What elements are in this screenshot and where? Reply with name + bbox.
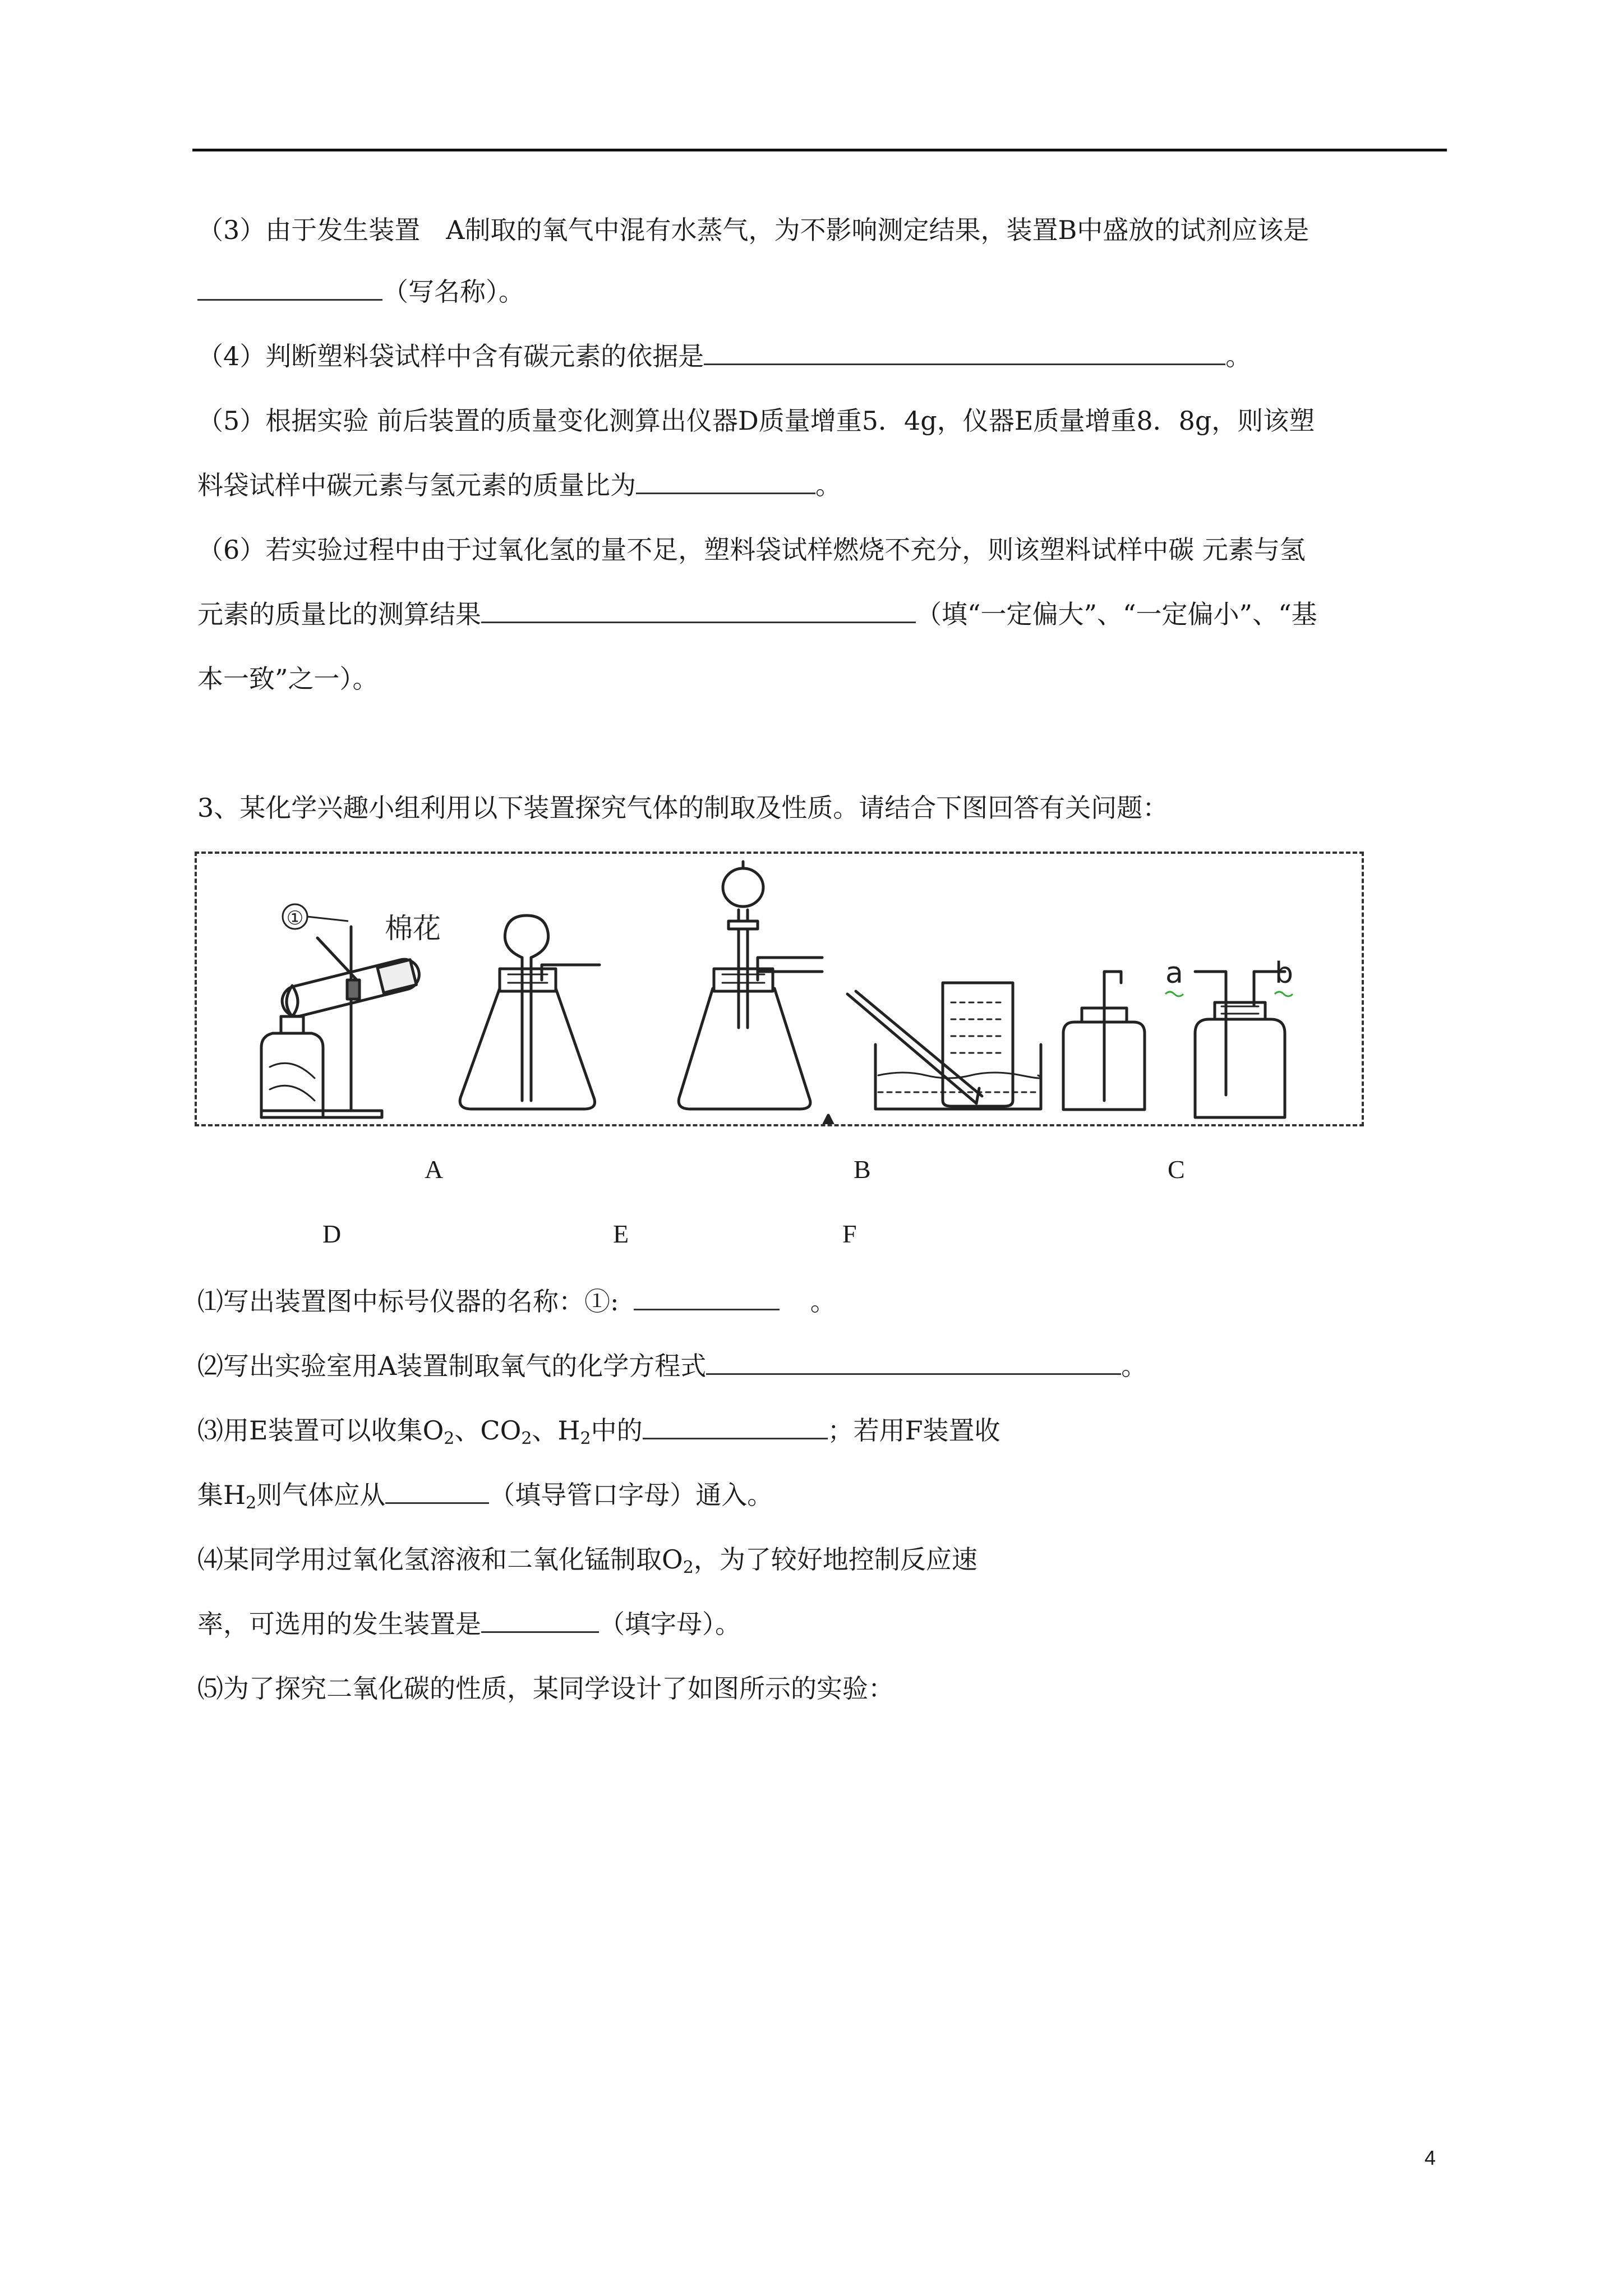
q3-intro: [197, 791, 1168, 825]
q3-sub4-text-b: ，为了较好地控制反应速: [693, 1544, 978, 1575]
q3-sub4-text-d: （填字母）。: [599, 1609, 741, 1639]
sub-2-c: 2: [580, 1429, 591, 1448]
q3-sub4-text-c: 率，可选用的发生装置是: [197, 1609, 481, 1639]
q3-sub3-blank-1[interactable]: [643, 1415, 828, 1439]
device-label-d: D: [322, 1220, 342, 1248]
sub-2-b: 2: [521, 1429, 532, 1448]
q2-part6-line3: [197, 662, 379, 696]
q2-part6-line1: [197, 533, 1306, 567]
q3-sub1-blank[interactable]: [634, 1286, 780, 1310]
q3-sub3-text-b: 、CO: [454, 1415, 522, 1446]
apparatus-figure: [195, 852, 1364, 1126]
device-a-drawing: [261, 927, 422, 1117]
header-rule: [192, 149, 1447, 151]
q3-sub3-text-e: ；若用F装置收: [827, 1415, 1000, 1446]
label-tube-b: b: [1275, 956, 1294, 990]
q2-part6-text-2: 元素的质量比的测算结果: [197, 599, 481, 629]
q2-part6-text-3: 本一致”之一）。: [197, 664, 379, 694]
device-f-drawing: [1195, 972, 1285, 1117]
device-label-b: B: [854, 1155, 871, 1184]
device-label-f: F: [842, 1220, 857, 1248]
q3-sub4-line1: [197, 1543, 978, 1585]
q2-part5-blank[interactable]: [636, 470, 815, 494]
apparatus-drawing: [197, 854, 1362, 1124]
q3-sub3-text-d: 中的: [591, 1415, 643, 1446]
sub-2-d: 2: [246, 1493, 257, 1513]
q3-sub2-blank[interactable]: [706, 1351, 1121, 1375]
q2-part5-text-2: 料袋试样中碳元素与氢元素的质量比为: [197, 470, 636, 500]
q3-sub4-text-a: ⑷某同学用过氧化氢溶液和二氧化锰制取O: [197, 1544, 683, 1575]
q2-part5-line2: [197, 468, 841, 502]
q2-part4-text: （4）判断塑料袋试样中含有碳元素的依据是: [197, 341, 704, 371]
device-label-a: A: [425, 1155, 444, 1184]
q3-intro-text: 3、某化学兴趣小组利用以下装置探究气体的制取及性质。请结合下图回答有关问题：: [197, 793, 1169, 823]
device-label-e: E: [613, 1220, 629, 1248]
q2-part6-text: （6）若实验过程中由于过氧化氢的量不足，塑料袋试样燃烧不充分，则该塑料试样中碳 元素与氢: [197, 535, 1306, 565]
q3-sub3-blank-2[interactable]: [385, 1480, 489, 1504]
device-c-drawing: [679, 862, 822, 1109]
q3-sub1-suffix: 。: [810, 1286, 836, 1317]
q2-part5-text: （5）根据实验 前后装置的质量变化测算出仪器D质量增重5．4g，仪器E质量增重8．8g，则该塑: [197, 406, 1315, 436]
q3-sub3-text-f: 集H: [197, 1480, 246, 1510]
q3-sub3-text-a: ⑶用E装置可以收集O: [197, 1415, 444, 1446]
q2-part4-line: [197, 339, 1251, 373]
q3-sub3-text-h: （填导管口字母）通入。: [489, 1480, 773, 1510]
device-label-c: C: [1168, 1155, 1185, 1184]
q2-part4-blank[interactable]: [704, 341, 1225, 365]
q2-part5-suffix: 。: [815, 470, 841, 500]
q3-sub2: [197, 1349, 1147, 1383]
sub-2-a: 2: [444, 1429, 455, 1448]
label-instrument-1: ①: [286, 907, 304, 930]
q2-part4-suffix: 。: [1225, 341, 1252, 371]
label-cotton: 棉花: [385, 912, 441, 945]
q2-part3-line1: [197, 213, 1309, 247]
q3-sub3-text-g: 则气体应从: [256, 1480, 386, 1510]
device-e-drawing: [1063, 972, 1145, 1110]
page-number: 4: [1424, 2146, 1436, 2169]
q3-sub4-blank[interactable]: [481, 1609, 599, 1633]
device-b-drawing: [460, 915, 600, 1109]
q2-part5-line1: [197, 404, 1315, 438]
q3-sub5-text: ⑸为了探究二氧化碳的性质，某同学设计了如图所示的实验：: [197, 1673, 894, 1704]
q3-sub5: [197, 1672, 894, 1705]
q2-part3-line2: [197, 275, 524, 309]
q2-part6-blank[interactable]: [481, 599, 916, 623]
q3-sub3-line2: [197, 1478, 773, 1520]
q2-part3-text: （3）由于发生装置 A制取的氧气中混有水蒸气，为不影响测定结果，装置B中盛放的试剂应该是: [197, 215, 1310, 245]
device-d-drawing: [847, 983, 1041, 1109]
q2-part3-blank[interactable]: [197, 277, 382, 301]
q2-part6-options: （填“一定偏大”、“一定偏小”、“基: [916, 599, 1317, 629]
label-tube-a: a: [1165, 956, 1183, 990]
q3-sub3-text-c: 、H: [532, 1415, 580, 1446]
sub-2-e: 2: [683, 1558, 694, 1577]
q3-sub3-line1: [197, 1414, 1000, 1456]
q3-sub2-text: ⑵写出实验室用A装置制取氧气的化学方程式: [197, 1351, 707, 1381]
q2-part3-suffix: （写名称）。: [382, 277, 524, 307]
q3-sub2-suffix: 。: [1121, 1351, 1147, 1381]
q3-sub4-line2: [197, 1607, 741, 1641]
q2-part6-line2: [197, 597, 1317, 631]
q3-sub1-text: ⑴写出装置图中标号仪器的名称：①:: [197, 1286, 619, 1317]
q3-sub1: [197, 1285, 836, 1318]
